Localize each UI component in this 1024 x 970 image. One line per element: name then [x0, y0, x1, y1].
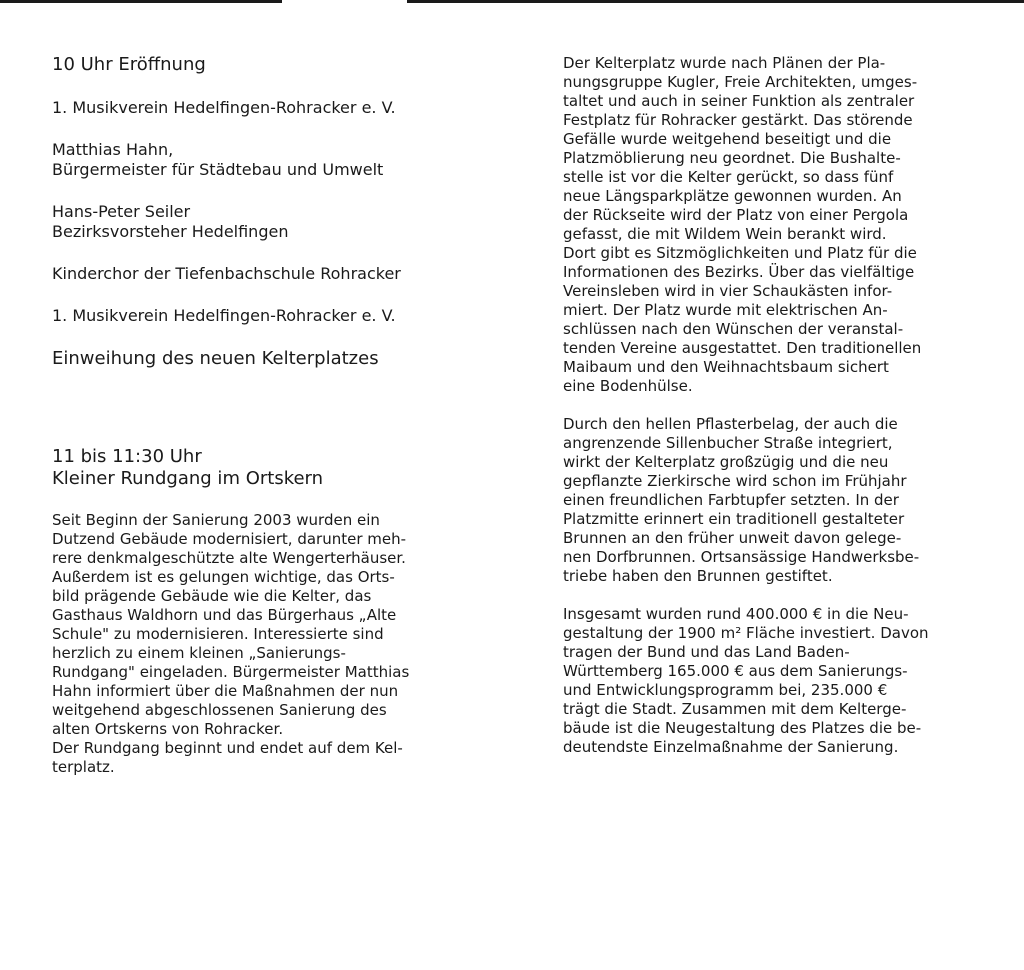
right-column	[563, 54, 1003, 757]
tour-heading: 11 bis 11:30 Uhr Kleiner Rundgang im Ortskern	[52, 446, 324, 489]
left-column	[52, 54, 512, 777]
paragraph-pavement-fountain: Durch den hellen Pflasterbelag, der auch die angrenzende Sillenbucher Straße integriert, wirkt der Kelterplatz großzügig und die neu gepflanzte Zierkirsche wird schon im Frühjahr einen freundlichen Farbtupfer setzten. In der Platzmitte erinnert ein traditionell gestalteter Brunnen an den früher unweit davon gelege- nen Dorfbrunnen. Ortsansässige Handwerksbe- triebe haben den Brunnen gestiftet.	[563, 415, 920, 585]
program-item-children-choir: Kinderchor der Tiefenbachschule Rohracker	[52, 264, 401, 283]
paragraph-kelterplatz-redesign: Der Kelterplatz wurde nach Plänen der Pla- nungsgruppe Kugler, Freie Architekten, umges- taltet und auch in seiner Funktion als zentraler Festplatz für Rohracker gestärkt. Das störende Gefälle wurde weitgehend beseitigt und die Platzmöblierung neu geordnet. Die Bushalte- stelle ist vor die Kelter gerückt, so dass fünf neue Längsparkplätze gewonnen wurden. An der Rückseite wird der Platz von einer Pergola gefasst, die mit Wildem Wein berankt wird. Dort gibt es Sitzmöglichkeiten und Platz für die Informationen des Bezirks. Über das vielfältige Vereinsleben wird in vier Schaukästen infor- miert. Der Platz wurde mit elektrischen An- schlüssen nach den Wünschen der veranstal- tenden Vereine ausgestattet. Den traditionellen Maibaum und den Weihnachtsbaum sichert eine Bodenhülse.	[563, 54, 922, 395]
program-item-seiler: Hans-Peter Seiler Bezirksvorsteher Hedelfingen	[52, 202, 289, 241]
program-item-hahn: Matthias Hahn, Bürgermeister für Städtebau und Umwelt	[52, 140, 384, 179]
paragraph-funding: Insgesamt wurden rund 400.000 € in die Neu- gestaltung der 1900 m² Fläche investiert. Davon tragen der Bund und das Land Baden- Württemberg 165.000 € aus dem Sanierungs- und Entwicklungsprogramm bei, 235.000 € trägt die Stadt. Zusammen mit dem Kelterge- bäude ist die Neugestaltung des Platzes die be- deutendste Einzelmaßnahme der Sanierung.	[563, 605, 929, 756]
tour-description: Seit Beginn der Sanierung 2003 wurden ein Dutzend Gebäude modernisiert, darunter meh- rere denkmalgeschützte alte Wengerterhäuser. Außerdem ist es gelungen wichtige, das Orts- bild prägende Gebäude wie die Kelter, das Gasthaus Waldhorn und das Bürgerhaus „Alte Schule" zu modernisieren. Interessierte sind herzlich zu einem kleinen „Sanierungs- Rundgang" eingeladen. Bürgermeister Matthias Hahn informiert über die Maßnahmen der nun weitgehend abgeschlossenen Sanierung des alten Ortskerns von Rohracker. Der Rundgang beginnt und endet auf dem Kel- terplatz.	[52, 511, 410, 776]
program-item-music-1: 1. Musikverein Hedelfingen-Rohracker e. V.	[52, 98, 396, 117]
top-rule-left	[0, 0, 282, 3]
top-rule-right	[407, 0, 1024, 3]
program-item-music-2: 1. Musikverein Hedelfingen-Rohracker e. V.	[52, 306, 396, 325]
opening-time-heading: 10 Uhr Eröffnung	[52, 54, 206, 75]
inauguration-heading: Einweihung des neuen Kelterplatzes	[52, 348, 379, 369]
